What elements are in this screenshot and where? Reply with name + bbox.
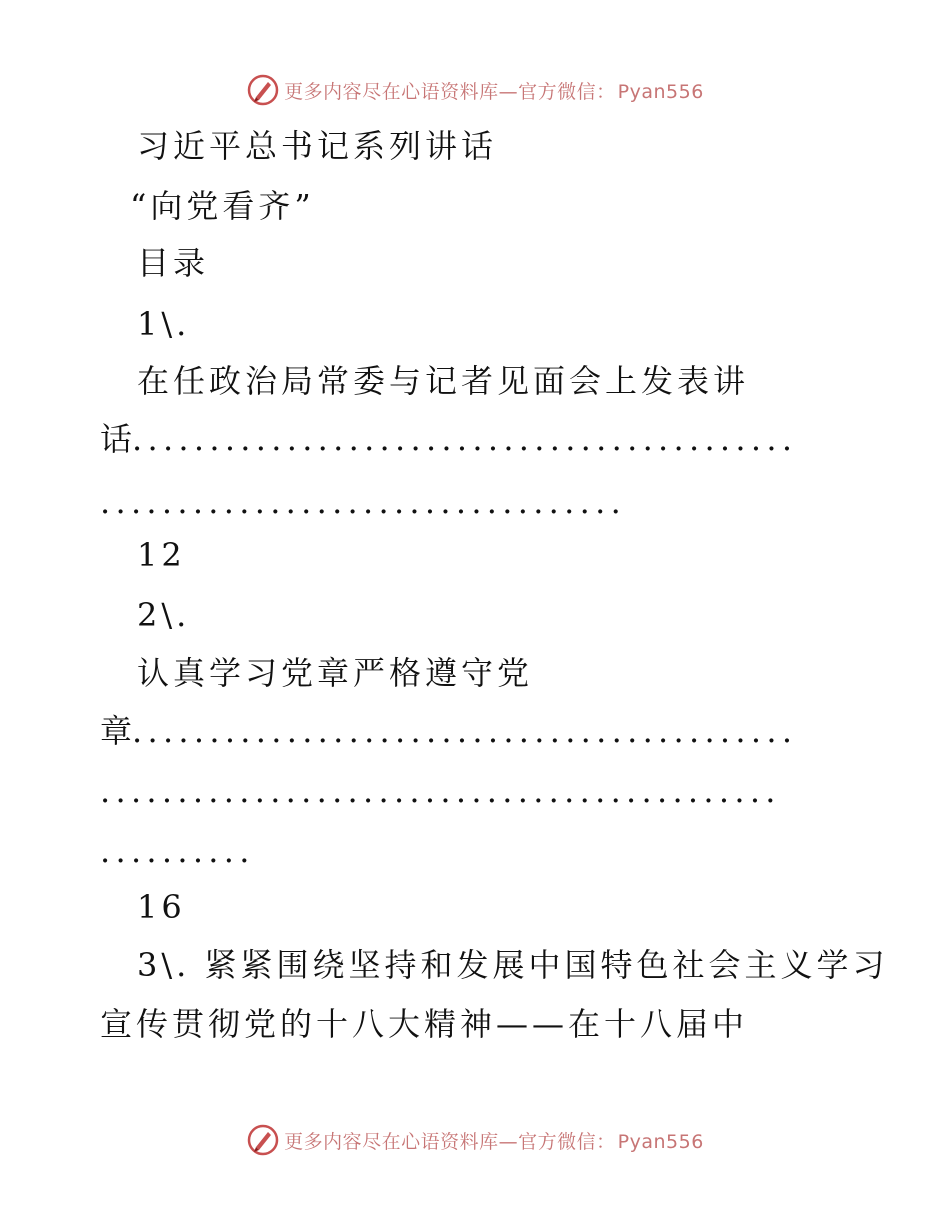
toc-heading: 目录 [137, 244, 210, 282]
toc-page-number: 12 [137, 536, 186, 574]
watermark-id: Pyan556 [617, 1130, 704, 1153]
watermark-text: 更多内容尽在心语资料库—官方微信： Pyan556 [284, 80, 704, 103]
toc-item-title: 在任政治局常委与记者见面会上发表讲 [137, 362, 750, 400]
toc-leader-dots: ........................................... [132, 420, 798, 458]
watermark-text: 更多内容尽在心语资料库—官方微信： Pyan556 [284, 1130, 704, 1153]
pen-logo-icon [246, 1123, 280, 1157]
toc-item-title: 认真学习党章严格遵守党 [137, 654, 534, 692]
toc-leader-dots: .......... [100, 832, 255, 870]
document-title: 习近平总书记系列讲话 [137, 127, 498, 165]
toc-item-number: 2\. [137, 596, 191, 634]
toc-item-title-continued: 宣传贯彻党的十八大精神——在十八届中 [100, 1005, 749, 1043]
watermark-id: Pyan556 [617, 80, 704, 103]
toc-leader-dots: ............................................ [100, 772, 781, 810]
toc-leader-dots: .................................. [100, 483, 627, 521]
toc-page-number: 16 [137, 888, 186, 926]
toc-item-title-end: 章 [100, 712, 137, 750]
toc-item-title: 3\. 紧紧围绕坚持和发展中国特色社会主义学习 [137, 946, 889, 984]
toc-item-number: 1\. [137, 305, 191, 343]
watermark-footer [0, 1120, 950, 1160]
toc-item-title-end: 话 [100, 420, 137, 458]
document-subtitle: “向党看齐” [130, 187, 315, 225]
toc-leader-dots: ........................................... [132, 712, 798, 750]
